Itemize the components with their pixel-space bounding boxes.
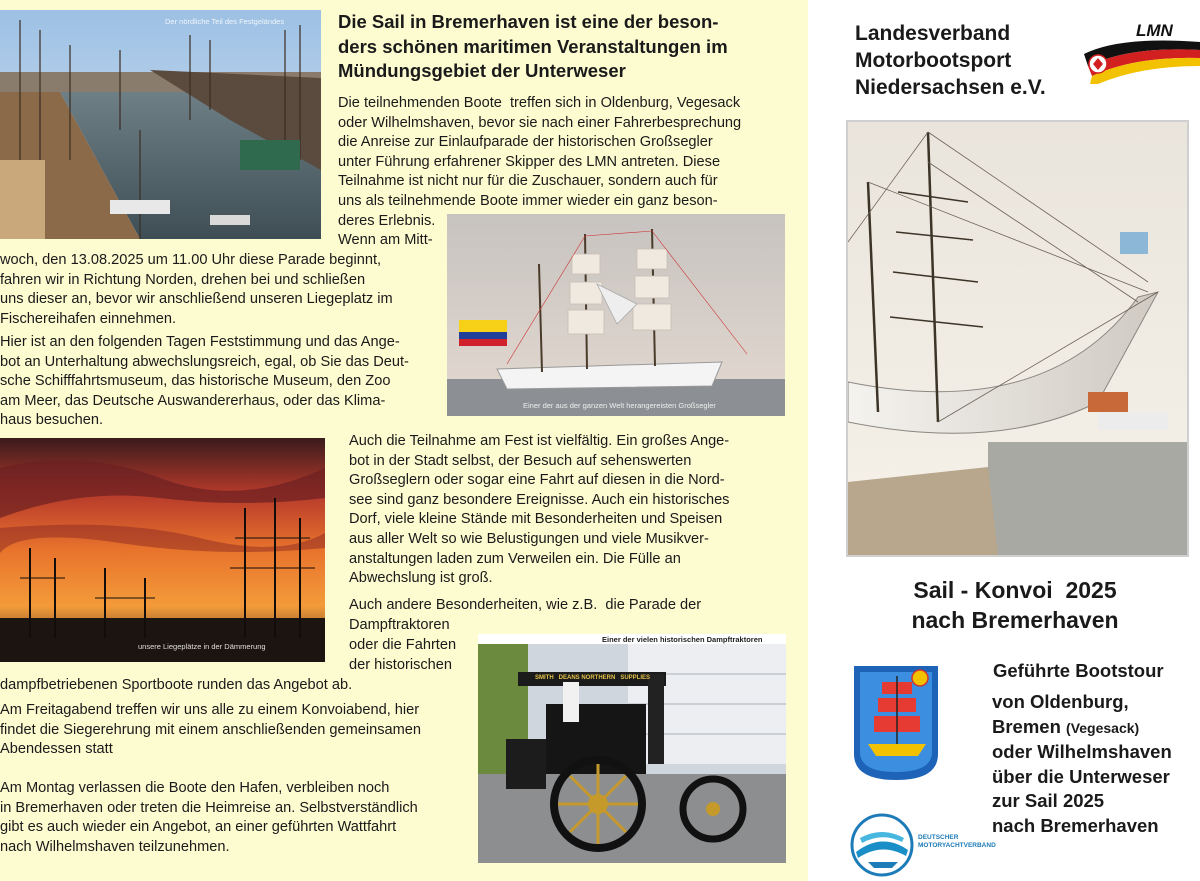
gorch-fock-photo — [846, 120, 1189, 557]
harbor-caption: Der nördliche Teil des Festgeländes — [165, 17, 285, 26]
dmyv-logo — [848, 812, 1018, 878]
tall-ship-badge-logo — [852, 664, 940, 780]
paragraph-parade-start: Wenn am Mitt- — [338, 232, 433, 248]
tour-heading: Geführte Bootstour — [993, 660, 1164, 681]
tour-line-vegesack: (Vegesack) — [1066, 719, 1140, 736]
paragraph-specials: Auch andere Besonderheiten, wie z.B. die Parade der Dampftraktoren — [349, 597, 702, 633]
tour-route — [992, 690, 1172, 839]
paragraph-monday: Am Montag verlassen die Boote den Hafen, verbleiben noch in Bremerhaven oder treten die Heimreise an. Selbstverständlich gibt es auch wieder ein Angebot, an einer geführten Wattfahrt nach Wilhelmshaven teilzunehmen. — [0, 780, 418, 855]
organization-name: Landesverband Motorbootsport Niedersachsen e.V. — [855, 22, 1046, 99]
tour-line-oldenburg: von Oldenburg, — [992, 691, 1129, 712]
paragraph-parade: woch, den 13.08.2025 um 11.00 Uhr diese Parade beginnt, fahren wir in Richtung Norden, drehen bei und schließen uns dieser an, bevor wir anschließend unseren Liegeplatz im Fischereihafen einnehmen. — [0, 252, 393, 327]
sunset-caption: unsere Liegeplätze in der Dämmerung — [138, 642, 266, 651]
steam-tractor-photo — [478, 634, 786, 863]
dmyv-logo-text: DEUTSCHER MOTORYACHTVERBAND — [918, 834, 996, 849]
konvoi-title: Sail - Konvoi 2025 nach Bremerhaven — [911, 577, 1119, 633]
tour-line-bremen: Bremen — [992, 715, 1067, 737]
tractor-caption: Einer der vielen historischen Dampftraktoren — [602, 635, 763, 644]
tour-lines-rest: oder Wilhelmshaven über die Unterweser zur Sail 2025 nach Bremerhaven — [992, 741, 1172, 836]
paragraph-friday: Am Freitagabend treffen wir uns alle zu einem Konvoiabend, hier findet die Siegerehrung mit einem anschließenden gemeinsamen Abendessen statt — [0, 702, 422, 758]
paragraph-festival: Hier ist an den folgenden Tagen Feststimmung und das Ange- bot an Unterhaltung abwechslungsreich, egal, ob Sie das Deut- sche Schifffahrtsmuseum, das historische Museum, den Zoo am Meer, das Deutsche Auswandererhaus, oder das Klima- haus besuchen. — [0, 334, 409, 429]
sunset-photo — [0, 438, 325, 662]
lmn-logo — [1080, 14, 1200, 84]
lmn-logo-text: LMN — [1136, 21, 1173, 40]
ship-caption: Einer der aus der ganzen Welt herangereisten Großsegler — [523, 401, 716, 410]
paragraph-specials-cont: oder die Fahrten der historischen — [349, 637, 457, 673]
paragraph-intro: Die teilnehmenden Boote treffen sich in Oldenburg, Vegesack oder Wilhelmshaven, bevor sie nach einer Fahrerbesprechung die Anreise zur Einlaufparade der historischen Großsegler unter Führung erfahrener Skipper des LMN antreten. Diese Teilnahme ist nicht nur für die Zuschauer, sondern auch für uns als teilnehmende Boote immer wieder ein ganz beson- deres Erlebnis. — [338, 95, 742, 229]
tall-ship-photo — [447, 214, 785, 416]
paragraph-steamboats: dampfbetriebenen Sportboote runden das Angebot ab. — [0, 677, 353, 693]
article-title: Die Sail in Bremerhaven ist eine der beson- ders schönen maritimen Veranstaltungen im Mündungsgebiet der Unterweser — [338, 11, 728, 81]
harbor-photo — [0, 10, 321, 239]
paragraph-activities: Auch die Teilnahme am Fest ist vielfältig. Ein großes Ange- bot in der Stadt selbst, der Besuch auf sehenswerten Großseglern oder sogar eine Fahrt auf diesen in die Nord- see sind ganz besondere Ereignisse. Auch ein historisches Dorf, viele kleine Stände mit Besonderheiten und Speisen aus aller Welt so wie Belustigungen und viele Musikver- anstaltungen laden zum Verweilen ein. Die Fülle an Abwechslung ist groß. — [349, 433, 730, 587]
tractor-sign: SMITH DEANS NORTHERN SUPPLIES — [535, 675, 651, 681]
